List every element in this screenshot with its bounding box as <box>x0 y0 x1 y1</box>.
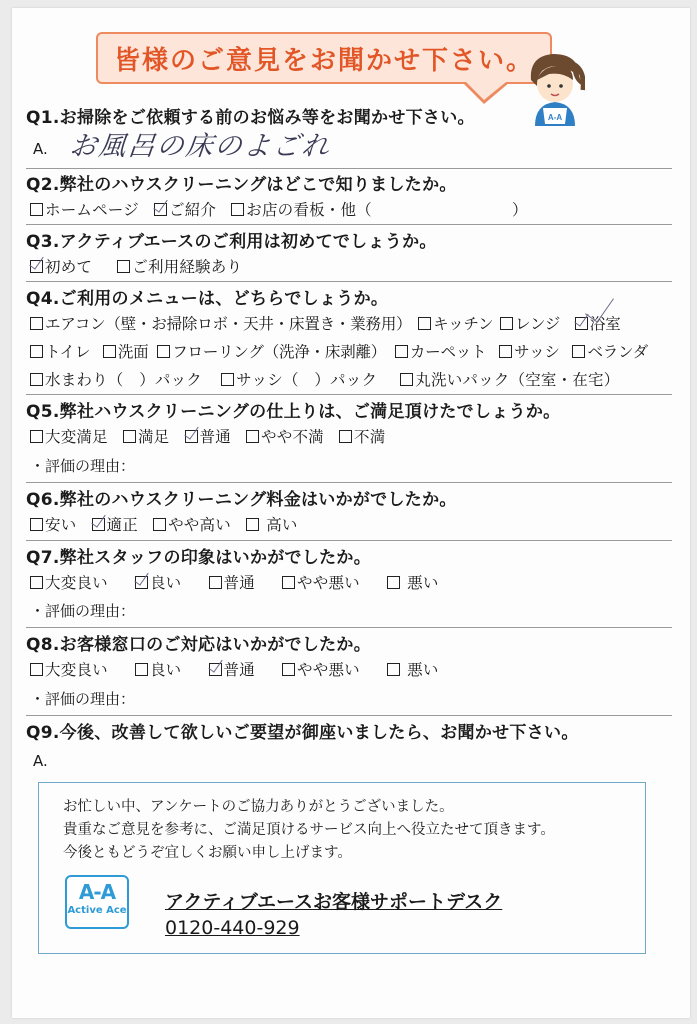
q8-option-normal[interactable] <box>209 661 255 679</box>
q6-option-somewhat-expensive[interactable] <box>153 516 231 534</box>
q4-option-washroom[interactable] <box>103 343 149 361</box>
option-label: ご利用経験あり <box>132 258 243 276</box>
option-label: やや不満 <box>261 428 324 446</box>
option-label: 普通 <box>223 574 255 592</box>
q3-option-first-time[interactable] <box>30 258 92 276</box>
q8-reason-label: ・評価の理由： <box>30 690 136 708</box>
q5-option-very-satisfied[interactable] <box>30 428 108 446</box>
q4-option-sash-pack[interactable] <box>221 371 377 389</box>
checkbox-icon[interactable] <box>157 345 170 358</box>
q4-option-full-pack[interactable] <box>400 371 619 389</box>
q4-option-sash[interactable] <box>499 343 560 361</box>
divider <box>26 540 672 541</box>
option-label: 初めて <box>45 258 93 276</box>
checkbox-icon[interactable] <box>246 430 259 443</box>
mascot-illustration <box>523 50 585 126</box>
q3-question: Q3.アクティブエースのご利用は初めてでしょうか。 <box>26 232 437 252</box>
q5-question: Q5.弊社ハウスクリーニングの仕上りは、ご満足頂けたでしょうか。 <box>26 402 561 422</box>
option-label: 大変満足 <box>45 428 108 446</box>
q9-question: Q9.今後、改善して欲しいご要望が御座いましたら、お聞かせ下さい。 <box>26 723 579 743</box>
q7-option-somewhat-bad[interactable] <box>282 574 360 592</box>
option-label: 悪い <box>407 661 439 679</box>
checkbox-icon[interactable] <box>30 518 43 531</box>
divider <box>26 482 672 483</box>
q4-option-kitchen[interactable] <box>418 315 493 333</box>
option-label: 満足 <box>137 428 170 446</box>
checkbox-icon[interactable] <box>30 345 43 358</box>
checked-checkbox-icon[interactable] <box>135 576 148 589</box>
checked-checkbox-icon[interactable] <box>185 430 198 443</box>
q9-answer-label: A. <box>33 752 48 770</box>
divider <box>26 224 672 225</box>
checkbox-icon[interactable] <box>103 345 116 358</box>
option-label: レンジ <box>515 315 561 333</box>
checkbox-icon[interactable] <box>387 663 400 676</box>
divider <box>26 715 672 716</box>
speech-tail-inner <box>466 82 506 100</box>
divider <box>26 168 672 169</box>
q8-option-very-good[interactable] <box>30 661 108 679</box>
option-label: 大変良い <box>45 574 108 592</box>
option-label: フローリング（洗浄・床剥離） <box>172 343 387 361</box>
q4-option-toilet[interactable] <box>30 343 90 361</box>
header-banner <box>96 32 552 84</box>
q8-question: Q8.お客様窓口のご対応はいかがでしたか。 <box>26 635 372 655</box>
support-desk-name: アクティブエースお客様サポートデスク <box>165 891 503 913</box>
q5-option-somewhat-dissatisfied[interactable] <box>246 428 324 446</box>
q4-option-flooring[interactable] <box>157 343 386 361</box>
option-label: 良い <box>149 661 182 679</box>
logo-mark: A-A <box>78 880 116 904</box>
footer-line-1: お忙しい中、アンケートのご協力ありがとうございました。 <box>63 799 454 815</box>
q4-question: Q4.ご利用のメニューは、どちらでしょうか。 <box>26 289 389 309</box>
thank-you-box <box>38 782 646 954</box>
option-label: 水まわり（ ）パック <box>45 371 203 389</box>
q2-option-homepage[interactable] <box>30 201 139 219</box>
checkbox-icon[interactable] <box>209 576 222 589</box>
q3-option-experienced[interactable] <box>117 258 242 276</box>
q7-options <box>30 571 449 593</box>
option-label: ホームページ <box>45 201 139 219</box>
checkbox-icon[interactable] <box>282 663 295 676</box>
q4-option-aircon[interactable] <box>30 315 411 333</box>
q7-question: Q7.弊社スタッフの印象はいかがでしたか。 <box>26 548 372 568</box>
q5-option-dissatisfied[interactable] <box>339 428 385 446</box>
q6-options <box>30 513 308 535</box>
close-paren: ） <box>512 201 528 219</box>
option-label: 浴室 <box>589 315 621 333</box>
q7-option-normal[interactable] <box>209 574 255 592</box>
q1-handwritten-answer: お風呂の床のよごれ <box>68 131 333 162</box>
q5-reason-label: ・評価の理由： <box>30 457 136 475</box>
q4-options-row1 <box>30 312 631 334</box>
checkbox-icon[interactable] <box>30 663 43 676</box>
q5-option-normal[interactable] <box>185 428 231 446</box>
option-label: 高い <box>266 516 298 534</box>
checkbox-icon[interactable] <box>572 345 585 358</box>
checkbox-icon[interactable] <box>30 203 43 216</box>
option-label: 普通 <box>199 428 231 446</box>
option-label: やや悪い <box>297 574 360 592</box>
option-label: サッシ（ ）パック <box>236 371 378 389</box>
checkbox-icon[interactable] <box>117 260 130 273</box>
q7-option-good[interactable] <box>135 574 181 592</box>
q7-option-bad[interactable] <box>387 574 439 592</box>
active-ace-logo <box>65 875 129 929</box>
option-label: ベランダ <box>587 343 649 361</box>
q3-options <box>30 255 252 277</box>
banner-title: 皆様のご意見をお聞かせ下さい。 <box>113 45 534 76</box>
checkbox-icon[interactable] <box>387 576 400 589</box>
q6-option-cheap[interactable] <box>30 516 76 534</box>
checkbox-icon[interactable] <box>500 317 513 330</box>
q2-question: Q2.弊社のハウスクリーニングはどこで知りましたか。 <box>26 175 457 195</box>
q1-question: Q1.お掃除をご依頼する前のお悩み等をお聞かせ下さい。 <box>26 108 475 128</box>
option-label: トイレ <box>45 343 91 361</box>
checkbox-icon[interactable] <box>499 345 512 358</box>
q4-option-veranda[interactable] <box>572 343 648 361</box>
option-label: やや悪い <box>297 661 360 679</box>
checkbox-icon[interactable] <box>400 373 413 386</box>
q4-option-carpet[interactable] <box>395 343 487 361</box>
checkbox-icon[interactable] <box>418 317 431 330</box>
option-label: 洗面 <box>117 343 149 361</box>
option-label: 安い <box>45 516 77 534</box>
option-label: 不満 <box>354 428 386 446</box>
option-label: 丸洗いパック（空室・在宅） <box>415 371 620 389</box>
divider <box>26 394 672 395</box>
checkbox-icon[interactable] <box>123 430 136 443</box>
checked-checkbox-icon[interactable] <box>209 663 222 676</box>
option-label: ご紹介 <box>169 201 217 219</box>
checkbox-icon[interactable] <box>153 518 166 531</box>
q8-options <box>30 658 449 680</box>
divider <box>26 281 672 282</box>
checkbox-icon[interactable] <box>221 373 234 386</box>
mascot-badge-text: A-A <box>547 113 563 122</box>
q6-question: Q6.弊社のハウスクリーニング料金はいかがでしたか。 <box>26 490 457 510</box>
checkbox-icon[interactable] <box>30 430 43 443</box>
q4-option-range[interactable] <box>500 315 560 333</box>
q5-option-satisfied[interactable] <box>123 428 169 446</box>
q6-option-expensive[interactable] <box>246 516 298 534</box>
q4-options-row2 <box>30 340 648 362</box>
checkbox-icon[interactable] <box>339 430 352 443</box>
q5-options <box>30 425 395 447</box>
checkbox-icon[interactable] <box>30 373 43 386</box>
q2-option-referral[interactable] <box>154 201 216 219</box>
q1-answer-label: A. <box>33 140 48 158</box>
option-label: 適正 <box>106 516 138 534</box>
option-label: 普通 <box>223 661 255 679</box>
q4-option-water-pack[interactable] <box>30 371 202 389</box>
divider <box>26 627 672 628</box>
checked-checkbox-icon[interactable] <box>154 203 167 216</box>
checked-checkbox-icon[interactable] <box>30 260 43 273</box>
option-label: カーペット <box>409 343 487 361</box>
q8-option-somewhat-bad[interactable] <box>282 661 360 679</box>
checkbox-icon[interactable] <box>30 317 43 330</box>
checkbox-icon[interactable] <box>231 203 244 216</box>
option-label: お店の看板・他（ <box>246 201 372 219</box>
logo-text: Active Ace <box>67 905 127 916</box>
checked-checkbox-icon[interactable] <box>92 518 105 531</box>
checkbox-icon[interactable] <box>282 576 295 589</box>
option-label: キッチン <box>433 315 494 333</box>
footer-line-2: 貴重なご意見を参考に、ご満足頂けるサービス向上へ役立たせて頂きます。 <box>63 822 555 838</box>
q6-option-reasonable[interactable] <box>92 516 138 534</box>
q2-options <box>30 198 528 220</box>
option-label: 悪い <box>407 574 439 592</box>
checkbox-icon[interactable] <box>246 518 259 531</box>
option-label: やや高い <box>168 516 231 534</box>
option-label: エアコン（壁・お掃除ロボ・天井・床置き・業務用） <box>45 315 412 333</box>
q2-option-other[interactable] <box>231 201 372 219</box>
checkbox-icon[interactable] <box>135 663 148 676</box>
q7-option-very-good[interactable] <box>30 574 108 592</box>
q8-option-bad[interactable] <box>387 661 439 679</box>
option-label: 良い <box>149 574 182 592</box>
checkbox-icon[interactable] <box>30 576 43 589</box>
support-phone-number[interactable]: 0120-440-929 <box>165 917 300 939</box>
q7-reason-label: ・評価の理由： <box>30 602 136 620</box>
checked-checkbox-icon[interactable] <box>575 317 588 330</box>
q4-options-row3 <box>30 368 629 390</box>
checkbox-icon[interactable] <box>395 345 408 358</box>
footer-line-3: 今後ともどうぞ宜しくお願い申し上げます。 <box>63 845 352 861</box>
option-label: 大変良い <box>45 661 108 679</box>
q8-option-good[interactable] <box>135 661 181 679</box>
option-label: サッシ <box>514 343 560 361</box>
